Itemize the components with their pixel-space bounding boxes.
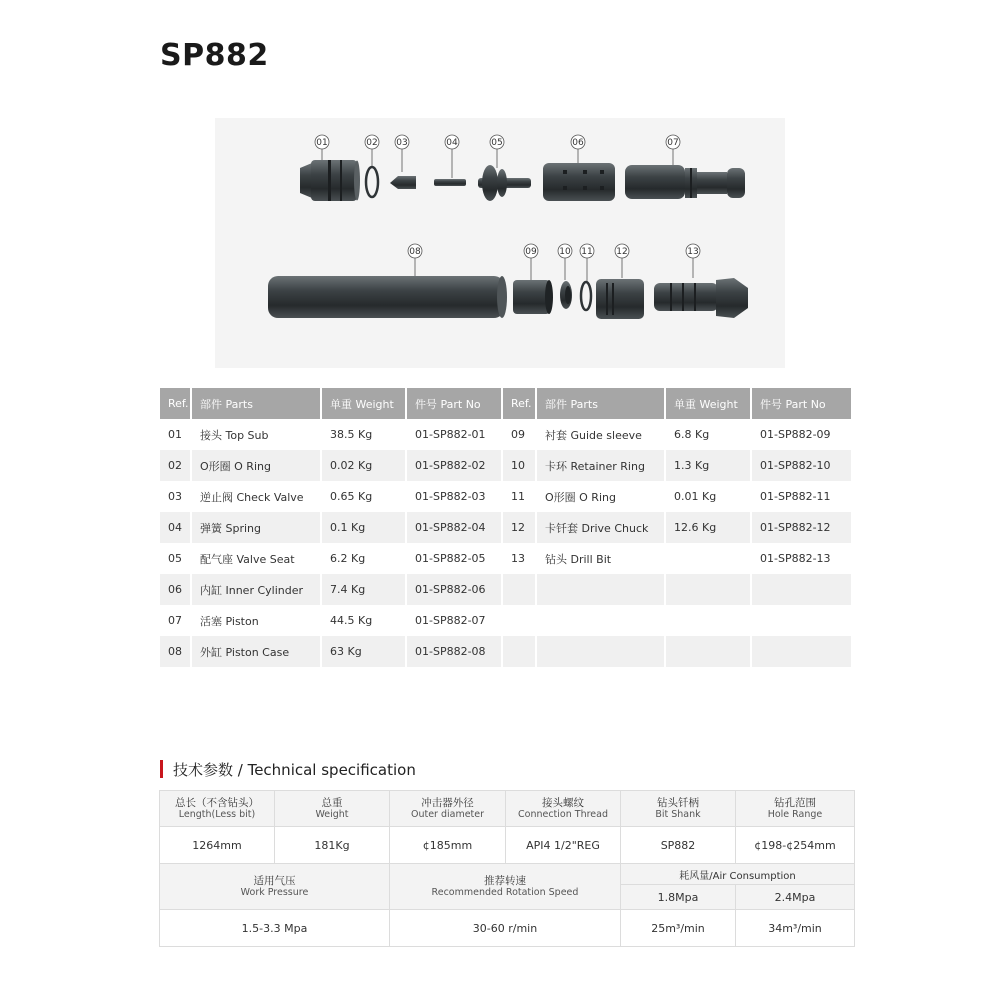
cell: 逆止阀 Check Valve [192,481,322,512]
cell: 6.2 Kg [322,543,407,574]
svg-text:05: 05 [491,138,503,148]
page-title: SP882 [160,38,269,73]
cell: 01-SP882-05 [407,543,503,574]
cell: 07 [160,605,192,636]
cell: 0.65 Kg [322,481,407,512]
cell: 01 [160,419,192,450]
cell: 弹簧 Spring [192,512,322,543]
spec-length-value: 1264mm [160,827,275,864]
cell: 01-SP882-09 [752,419,853,450]
svg-text:09: 09 [525,247,537,257]
spec-air-high-value: 34m³/min [736,910,855,947]
parts-table [160,388,853,667]
accent-bar [160,760,163,778]
svg-text:02: 02 [366,138,378,148]
spec-thread-value: API4 1/2"REG [506,827,621,864]
cell: 01-SP882-01 [407,419,503,450]
cell [666,543,752,574]
spec-speed-header: 推荐转速 Recommended Rotation Speed [390,864,621,910]
cell: 09 [503,419,537,450]
part-spring [434,179,466,186]
callout-02 [365,135,379,149]
svg-text:07: 07 [667,138,679,148]
spec-air-header: 耗风量/Air Consumption [621,864,855,885]
cell: 01-SP882-07 [407,605,503,636]
cell [666,605,752,636]
callout-01 [315,135,329,149]
cell: 01-SP882-11 [752,481,853,512]
svg-text:08: 08 [409,247,421,257]
cell: 7.4 Kg [322,574,407,605]
cell: 01-SP882-08 [407,636,503,667]
cell [537,636,666,667]
cell: 0.01 Kg [666,481,752,512]
table-row [160,450,853,481]
cell: 04 [160,512,192,543]
cell: 03 [160,481,192,512]
spec-speed-value: 30-60 r/min [390,910,621,947]
spec-pressure-value: 1.5-3.3 Mpa [160,910,390,947]
table-row [160,543,853,574]
cell [752,605,853,636]
cell: 01-SP882-12 [752,512,853,543]
cell: 13 [503,543,537,574]
cell: 12 [503,512,537,543]
cell: 01-SP882-10 [752,450,853,481]
cell: 卡钎套 Drive Chuck [537,512,666,543]
col-parts-2: 部件 Parts [537,388,666,419]
callout-04 [445,135,459,149]
cell: 01-SP882-02 [407,450,503,481]
callout-11 [580,244,594,258]
cell [503,636,537,667]
cell: 08 [160,636,192,667]
spec-shank-value: SP882 [621,827,736,864]
svg-text:12: 12 [616,247,628,257]
part-top-sub [300,160,360,201]
cell: 钻头 Drill Bit [537,543,666,574]
spec-table [159,790,855,947]
callout-10 [558,244,572,258]
cell [537,574,666,605]
cell: 衬套 Guide sleeve [537,419,666,450]
cell [666,636,752,667]
cell: 卡环 Retainer Ring [537,450,666,481]
spec-air-low-value: 25m³/min [621,910,736,947]
spec-value-row-2 [160,910,855,947]
cell: 05 [160,543,192,574]
col-weight-2: 单重 Weight [666,388,752,419]
part-o-ring-11 [581,282,591,310]
cell: 06 [160,574,192,605]
spec-header-row-1 [160,791,855,827]
col-ref: Ref. [160,388,192,419]
callout-09 [524,244,538,258]
cell: 02 [160,450,192,481]
part-drill-bit [654,278,748,318]
table-row [160,605,853,636]
callout-12 [615,244,629,258]
spec-hole-header: 钻孔范围 Hole Range [736,791,855,827]
cell: 外缸 Piston Case [192,636,322,667]
cell: 接头 Top Sub [192,419,322,450]
part-piston [625,165,745,199]
table-row [160,574,853,605]
cell [752,574,853,605]
part-retainer-ring [560,281,572,309]
table-row [160,419,853,450]
spec-heading-text: 技术参数 / Technical specification [173,760,416,779]
svg-text:01: 01 [316,138,328,148]
cell: 01-SP882-03 [407,481,503,512]
spec-value-row-1 [160,827,855,864]
cell: 0.02 Kg [322,450,407,481]
table-row [160,636,853,667]
cell: 01-SP882-04 [407,512,503,543]
cell [503,605,537,636]
cell: 01-SP882-13 [752,543,853,574]
part-drive-chuck [596,279,644,319]
cell: 11 [503,481,537,512]
spec-shank-header: 钻头钎柄 Bit Shank [621,791,736,827]
parts-table-header [160,388,853,419]
spec-air-pressure-high: 2.4Mpa [736,885,855,910]
callout-07 [666,135,680,149]
cell: O形圈 O Ring [537,481,666,512]
callout-13 [686,244,700,258]
table-row [160,481,853,512]
spec-heading [160,759,416,779]
col-weight: 单重 Weight [322,388,407,419]
spec-diameter-header: 冲击器外径 Outer diameter [390,791,506,827]
part-piston-case [268,276,507,318]
callout-06 [571,135,585,149]
svg-text:03: 03 [396,138,408,148]
col-ref-2: Ref. [503,388,537,419]
cell: 配气座 Valve Seat [192,543,322,574]
svg-text:04: 04 [446,138,458,148]
part-check-valve [390,176,416,189]
svg-text:13: 13 [687,247,699,257]
cell: 10 [503,450,537,481]
spec-header-row-2 [160,864,855,885]
table-row [160,512,853,543]
cell: 6.8 Kg [666,419,752,450]
col-part-no-2: 件号 Part No [752,388,853,419]
col-parts: 部件 Parts [192,388,322,419]
cell: 1.3 Kg [666,450,752,481]
cell: 44.5 Kg [322,605,407,636]
cell: 38.5 Kg [322,419,407,450]
cell: 0.1 Kg [322,512,407,543]
callout-08 [408,244,422,258]
part-guide-sleeve [513,280,553,314]
part-valve-seat [478,165,531,201]
callout-03 [395,135,409,149]
svg-text:06: 06 [572,138,584,148]
spec-hole-value: ¢198-¢254mm [736,827,855,864]
cell: 63 Kg [322,636,407,667]
cell [752,636,853,667]
spec-thread-header: 接头螺纹 Connection Thread [506,791,621,827]
spec-pressure-header: 适用气压 Work Pressure [160,864,390,910]
spec-length-header: 总长（不含钻头） Length(Less bit) [160,791,275,827]
cell: 01-SP882-06 [407,574,503,605]
cell: O形圈 O Ring [192,450,322,481]
spec-weight-value: 181Kg [275,827,390,864]
cell: 活塞 Piston [192,605,322,636]
cell: 12.6 Kg [666,512,752,543]
spec-air-pressure-low: 1.8Mpa [621,885,736,910]
cell [666,574,752,605]
spec-diameter-value: ¢185mm [390,827,506,864]
svg-text:11: 11 [581,247,593,257]
cell [503,574,537,605]
spec-weight-header: 总重 Weight [275,791,390,827]
part-o-ring-02 [366,167,378,197]
cell: 内缸 Inner Cylinder [192,574,322,605]
callout-05 [490,135,504,149]
col-part-no: 件号 Part No [407,388,503,419]
part-inner-cylinder [543,163,615,201]
exploded-parts-diagram [0,0,1000,380]
cell [537,605,666,636]
svg-text:10: 10 [559,247,571,257]
